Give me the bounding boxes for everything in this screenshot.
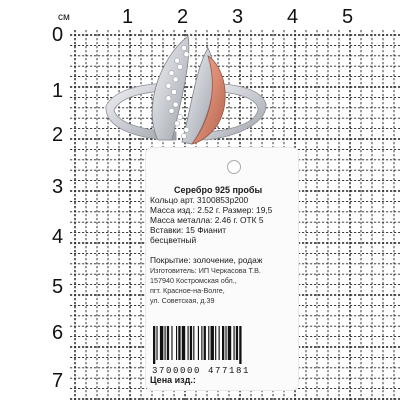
stone	[174, 121, 179, 126]
ruler-y-label: 7	[52, 370, 64, 392]
stone	[184, 127, 189, 132]
barcode-bar	[201, 326, 202, 360]
stone	[174, 58, 179, 63]
ruler-x-label: 4	[287, 6, 299, 28]
tag-manufacturer: Изготовитель: ИП Черкасова Т.В.	[150, 266, 261, 275]
barcode-bar	[178, 326, 180, 360]
barcode-bar	[228, 326, 231, 360]
stone	[177, 64, 182, 69]
tag-metal: Серебро 925 пробы	[174, 185, 263, 195]
barcode-bar	[211, 326, 214, 360]
barcode-bar	[234, 326, 235, 360]
stone	[173, 102, 178, 107]
barcode-bar	[193, 326, 194, 360]
stone	[181, 133, 186, 138]
barcode-bar	[222, 326, 224, 360]
barcode-bar	[171, 326, 172, 360]
barcode-bar	[153, 326, 155, 364]
ring-image	[96, 28, 276, 168]
barcode-bar	[190, 326, 192, 360]
ruler-unit: см	[58, 12, 70, 23]
ring-head-silver	[152, 36, 189, 140]
tag-weight: Масса изд.: 2.52 г. Размер: 19,5	[150, 205, 273, 215]
ruler-y-label: 1	[52, 80, 64, 102]
tag-address-1: 157940 Костромская обл.,	[150, 276, 237, 285]
barcode-bar	[176, 326, 177, 360]
ruler-y-label: 4	[52, 226, 64, 248]
tag-address-2: пгт. Красное-на-Волге,	[150, 286, 225, 295]
barcode-bar	[219, 326, 220, 360]
stone	[171, 89, 176, 94]
tag-inserts-color: бесцветный	[150, 235, 197, 245]
tag-address-3: ул. Советская, д.39	[150, 296, 215, 305]
stone	[166, 83, 171, 88]
ruler-x-label: 3	[232, 6, 244, 28]
barcode-bar	[236, 326, 238, 360]
barcode-bar	[160, 326, 163, 360]
barcode-bar	[198, 326, 199, 360]
barcode-bar	[188, 326, 189, 360]
tag-metal-weight: Масса металла: 2.46 г. ОТК 5	[150, 215, 264, 225]
barcode-bar	[156, 326, 157, 360]
stone	[166, 96, 171, 101]
tag-coating: Покрытие: золочение, родаж	[150, 255, 263, 265]
ruler-y-label: 0	[52, 24, 64, 46]
tag-hole	[227, 160, 241, 174]
barcode	[151, 326, 291, 364]
ruler-x-label: 5	[342, 6, 354, 28]
ruler-y-label: 5	[52, 276, 64, 298]
ruler-x-label: 1	[122, 6, 134, 28]
barcode-bar	[165, 326, 166, 360]
tag-inserts: Вставки: 15 Фианит	[150, 225, 227, 235]
stone	[169, 108, 174, 113]
barcode-bar	[182, 326, 185, 360]
barcode-bar	[208, 326, 209, 360]
stone	[169, 71, 174, 76]
barcode-bar	[204, 326, 206, 360]
barcode-number: 3700000 477181	[152, 366, 251, 376]
barcode-bar	[215, 326, 216, 360]
stone	[173, 77, 178, 82]
stone	[184, 52, 189, 57]
barcode-bar	[225, 326, 226, 360]
barcode-bar	[167, 326, 169, 360]
ruler-x-label: 2	[177, 6, 189, 28]
tag-article: Кольцо арт. 3100853р200	[150, 195, 249, 205]
barcode-bar	[239, 326, 241, 364]
ruler-y-label: 3	[52, 176, 64, 198]
tag-price-label: Цена изд.:	[150, 375, 196, 385]
ruler-y-label: 2	[52, 124, 64, 146]
ruler-y-label: 6	[52, 322, 64, 344]
stone	[177, 115, 182, 120]
stone	[181, 45, 186, 50]
